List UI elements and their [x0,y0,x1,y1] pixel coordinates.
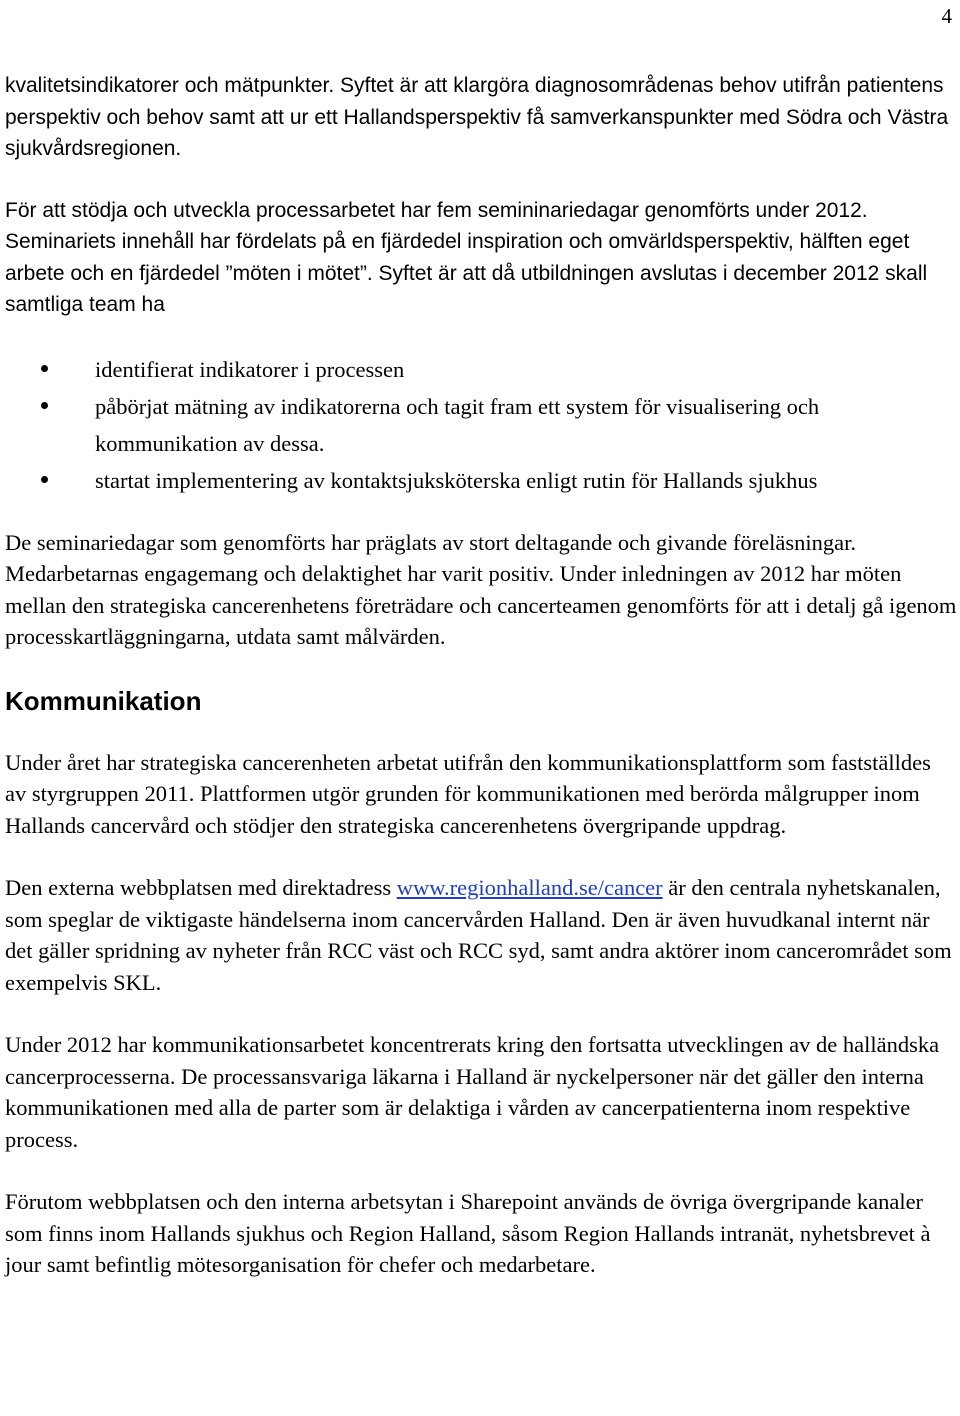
website-link[interactable]: www.regionhalland.se/cancer [396,875,663,900]
paragraph-text: är den centrala nyhetskanalen, som speglar de viktigaste händelserna inom cancervården Halland. Den är även huvudkanal internt när det gäller spridning av nyheter från RCC väst och RCC syd, samt andra aktörer inom cancerområdet som exempelvis SKL. [5,875,952,995]
bullet-icon [41,402,48,409]
list-item-text: identifierat indikatorer i processen [95,356,405,382]
team-goals-list [5,351,957,499]
section-heading: Kommunikation [5,685,202,716]
paragraph-text: Den externa webbplatsen med direktadress [5,875,397,900]
communication-paragraph-3: Under 2012 har kommunikationsarbetet koncentrerats kring den fortsatta utvecklingen av de halländska cancerprocesserna. De processansvariga läkarna i Halland är nyckelpersoner när det gäller den interna kommunikationen med alla de parter som är delaktiga i vården av cancerpatienterna inom respektive process. [5,1032,940,1152]
bullet-icon [41,365,48,372]
communication-paragraph-4: Förutom webbplatsen och den interna arbetsytan i Sharepoint används de övriga övergripande kanaler som finns inom Hallands sjukhus och Region Halland, såsom Region Hallands intranät, nyhetsbrevet à jour samt befintlig mötesorganisation för chefer och medarbetare. [5,1189,931,1277]
intro-paragraph: kvalitetsindikatorer och mätpunkter. Syftet är att klargöra diagnosområdenas behov utifrån patientens perspektiv och behov samt att ur ett Hallandsperspektiv få samverkanspunkter med Södra och Västra sjukvårdsregionen. [5,74,949,160]
bullet-icon [41,476,48,483]
list-item-text: påbörjat mätning av indikatorerna och tagit fram ett system för visualisering och kommunikation av dessa. [95,393,820,456]
list-item [5,388,957,462]
list-item [5,351,957,388]
list-item-text: startat implementering av kontaktsjuksköterska enligt rutin för Hallands sjukhus [95,467,818,493]
page-number: 4 [941,4,952,28]
seminar-paragraph: För att stödja och utveckla processarbetet har fem semininariedagar genomförts under 2012. Seminariets innehåll har fördelats på en fjärdedel inspiration och omvärldsperspektiv, hälften eget arbete och en fjärdedel ”möten i mötet”. Syftet är att då utbildningen avslutas i december 2012 skall samtliga team ha [5,198,928,316]
document-body [5,70,957,1281]
list-item [5,462,957,499]
communication-paragraph-1: Under året har strategiska cancerenheten arbetat utifrån den kommunikationsplattform som fastställdes av styrgruppen 2011. Plattformen utgör grunden för kommunikationen med berörda målgrupper inom Hallands cancervård och stödjer den strategiska cancerenhetens övergripande uppdrag. [5,749,931,838]
communication-paragraph-2 [5,872,957,998]
seminar-result-paragraph: De seminariedagar som genomförts har präglats av stort deltagande och givande föreläsningar. Medarbetarnas engagemang och delaktighet har varit positiv. Under inledningen av 2012 har möten mellan den strategiska cancerenhetens företrädare och cancerteamen genomförts för att i detalj gå igenom processkartläggningarna, utdata samt målvärden. [5,529,957,649]
